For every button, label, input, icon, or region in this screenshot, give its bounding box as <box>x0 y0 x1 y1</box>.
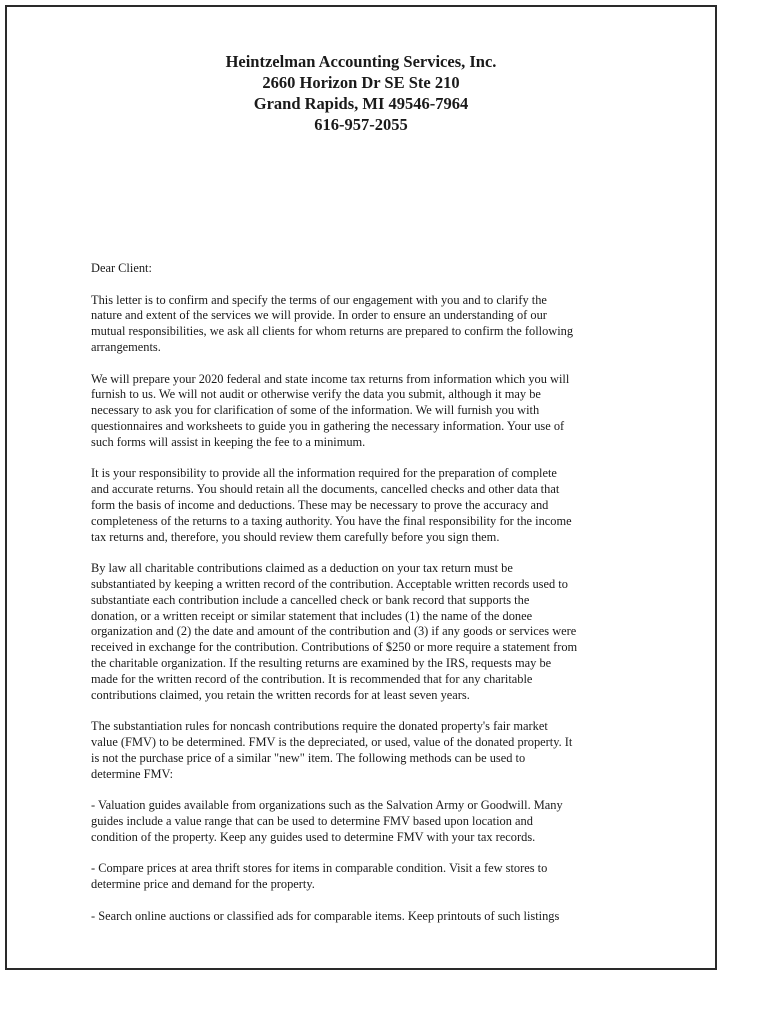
phone-number: 616-957-2055 <box>314 115 408 134</box>
letterhead <box>7 51 715 135</box>
company-name: Heintzelman Accounting Services, Inc. <box>225 52 497 71</box>
address-line-1: 2660 Horizon Dr SE Ste 210 <box>262 73 460 92</box>
letter-body <box>91 261 651 940</box>
paragraph-responsibility: It is your responsibility to provide all the information required for the preparation of complete and accurate returns. You should retain all the documents, cancelled checks and other data that form the basis of income and deductions. These may be necessary to prove the accuracy and completeness of the returns to a taxing authority. You have the final responsibility for the income tax returns and, therefore, you should review them carefully before you sign them. <box>91 466 572 544</box>
list-item-valuation-guides: - Valuation guides available from organizations such as the Salvation Army or Goodwill. Many guides include a value range that can be used to determine FMV based upon location and condition of the property. Keep any guides used to determine FMV with your tax records. <box>91 798 563 844</box>
salutation: Dear Client: <box>91 261 152 275</box>
address-line-2: Grand Rapids, MI 49546-7964 <box>253 94 469 113</box>
list-item-thrift-stores: - Compare prices at area thrift stores for items in comparable condition. Visit a few stores to determine price and demand for the property. <box>91 861 548 892</box>
paragraph-charitable: By law all charitable contributions claimed as a deduction on your tax return must be substantiated by keeping a written record of the contribution. Acceptable written records used to substantiate each contribution include a cancelled check or bank record that supports the donation, or a written receipt or similar statement that includes (1) the name of the donee organization and (2) the date and amount of the contribution and (3) if any goods or services were received in exchange for the contribution. Contributions of $250 or more require a statement from the charitable organization. If the resulting returns are examined by the IRS, requests may be made for the written record of the contribution. It is recommended that for any charitable contributions claimed, you retain the written records for at least seven years. <box>91 561 578 702</box>
paragraph-noncash: The substantiation rules for noncash contributions require the donated property's fair market value (FMV) to be determined. FMV is the depreciated, or used, value of the donated property. It is not the purchase price of a similar "new" item. The following methods can be used to determine FMV: <box>91 719 573 781</box>
document-page <box>5 5 717 970</box>
paragraph-preparation: We will prepare your 2020 federal and state income tax returns from information which you will furnish to us. We will not audit or otherwise verify the data you submit, although it may be necessary to ask you for clarification of some of the information. We will furnish you with questionnaires and worksheets to guide you in gathering the necessary information. Your use of such forms will assist in keeping the fee to a minimum. <box>91 371 570 449</box>
paragraph-engagement: This letter is to confirm and specify the terms of our engagement with you and to clarify the nature and extent of the services we will provide. In order to ensure an understanding of our mutual responsibilities, we ask all clients for whom returns are prepared to confirm the following arrangements. <box>91 292 574 354</box>
list-item-online-auctions: - Search online auctions or classified ads for comparable items. Keep printouts of such listings <box>91 908 560 923</box>
